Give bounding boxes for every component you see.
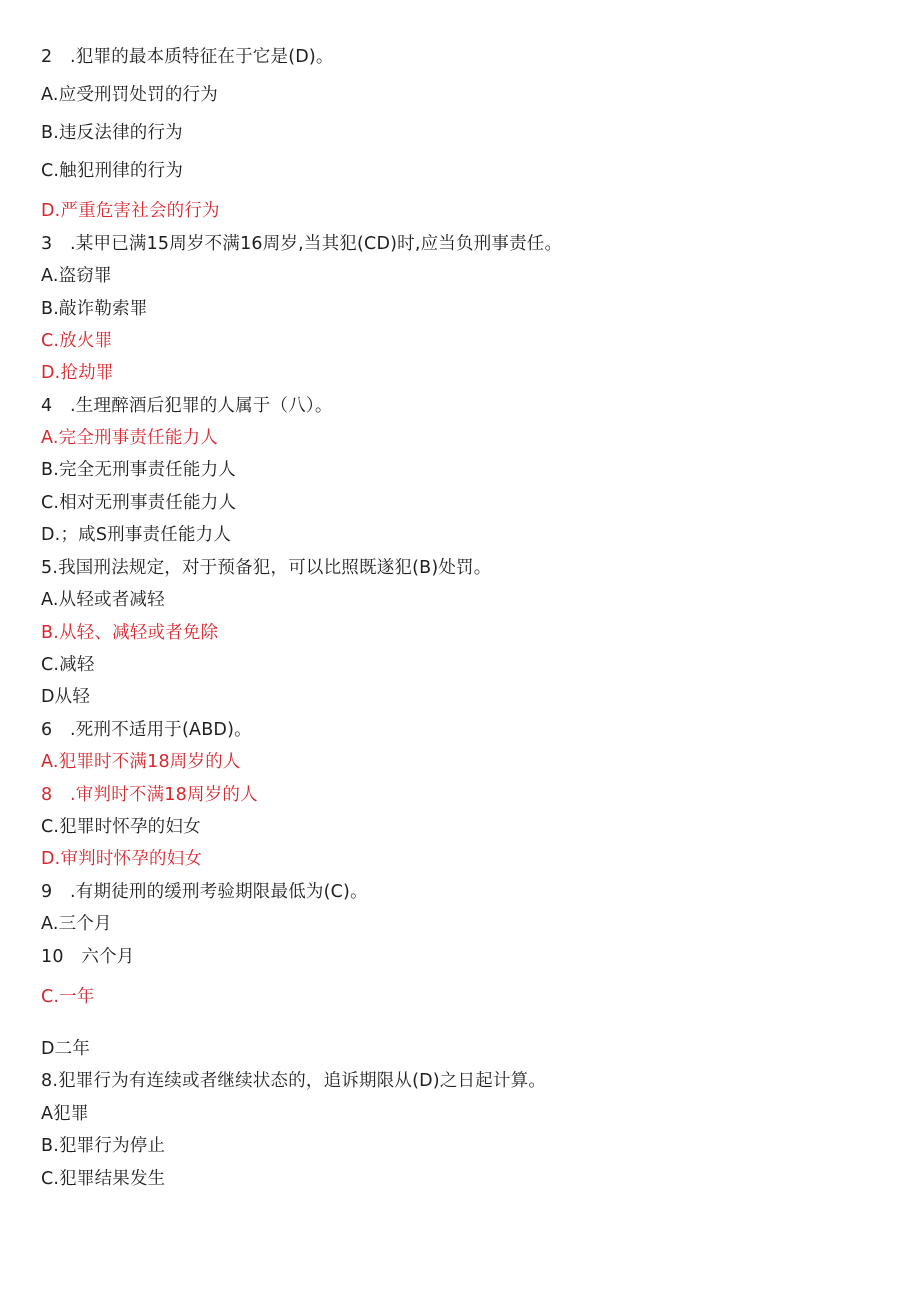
option-6b-answer: 8 .审判时不满18周岁的人 [41, 785, 258, 805]
option-5d: D从轻 [41, 687, 91, 707]
option-5b-answer: B.从轻、减轻或者免除 [41, 623, 219, 643]
option-3c-answer: C.放火罪 [41, 331, 113, 351]
option-4b: B.完全无刑事责任能力人 [41, 460, 236, 480]
option-9c-answer: C.一年 [41, 987, 95, 1007]
option-5c: C.减轻 [41, 655, 95, 675]
option-9a: A.三个月 [41, 914, 112, 934]
option-3a: A.盗窃罪 [41, 266, 112, 286]
option-2c: C.触犯刑律的行为 [41, 161, 184, 181]
option-4c: C.相对无刑事责任能力人 [41, 493, 237, 513]
question-2: 2 .犯罪的最本质特征在于它是(D)。 [41, 47, 334, 67]
question-5: 5.我国刑法规定，对于预备犯，可以比照既遂犯(B)处罚。 [41, 558, 492, 578]
question-3: 3 .某甲已满15周岁不满16周岁,当其犯(CD)时,应当负刑事责任。 [41, 234, 563, 254]
question-8: 8.犯罪行为有连续或者继续状态的，追诉期限从(D)之日起计算。 [41, 1071, 547, 1091]
option-2b: B.违反法律的行为 [41, 123, 183, 143]
option-8c: C.犯罪结果发生 [41, 1169, 166, 1189]
option-2a: A.应受刑罚处罚的行为 [41, 85, 218, 105]
option-6c: C.犯罪时怀孕的妇女 [41, 817, 201, 837]
question-4: 4 .生理醉酒后犯罪的人属于（八）。 [41, 396, 333, 416]
question-6: 6 .死刑不适用于(ABD)。 [41, 720, 252, 740]
option-5a: A.从轻或者减轻 [41, 590, 165, 610]
option-8b: B.犯罪行为停止 [41, 1136, 166, 1156]
option-4a-answer: A.完全刑事责任能力人 [41, 428, 218, 448]
option-8a: A犯罪 [41, 1104, 89, 1124]
option-4d: D.；咸S刑事责任能力人 [41, 525, 232, 545]
option-6d-answer: D.审判时怀孕的妇女 [41, 849, 203, 869]
question-9: 9 .有期徒刑的缓刑考验期限最低为(C)。 [41, 882, 368, 902]
option-3d-answer: D.抢劫罪 [41, 363, 114, 383]
option-9b: 10 六个月 [41, 947, 135, 967]
option-9d: D二年 [41, 1039, 91, 1059]
option-2d-answer: D.严重危害社会的行为 [41, 201, 220, 221]
option-6a-answer: A.犯罪时不满18周岁的人 [41, 752, 241, 772]
option-3b: B.敲诈勒索罪 [41, 299, 148, 319]
